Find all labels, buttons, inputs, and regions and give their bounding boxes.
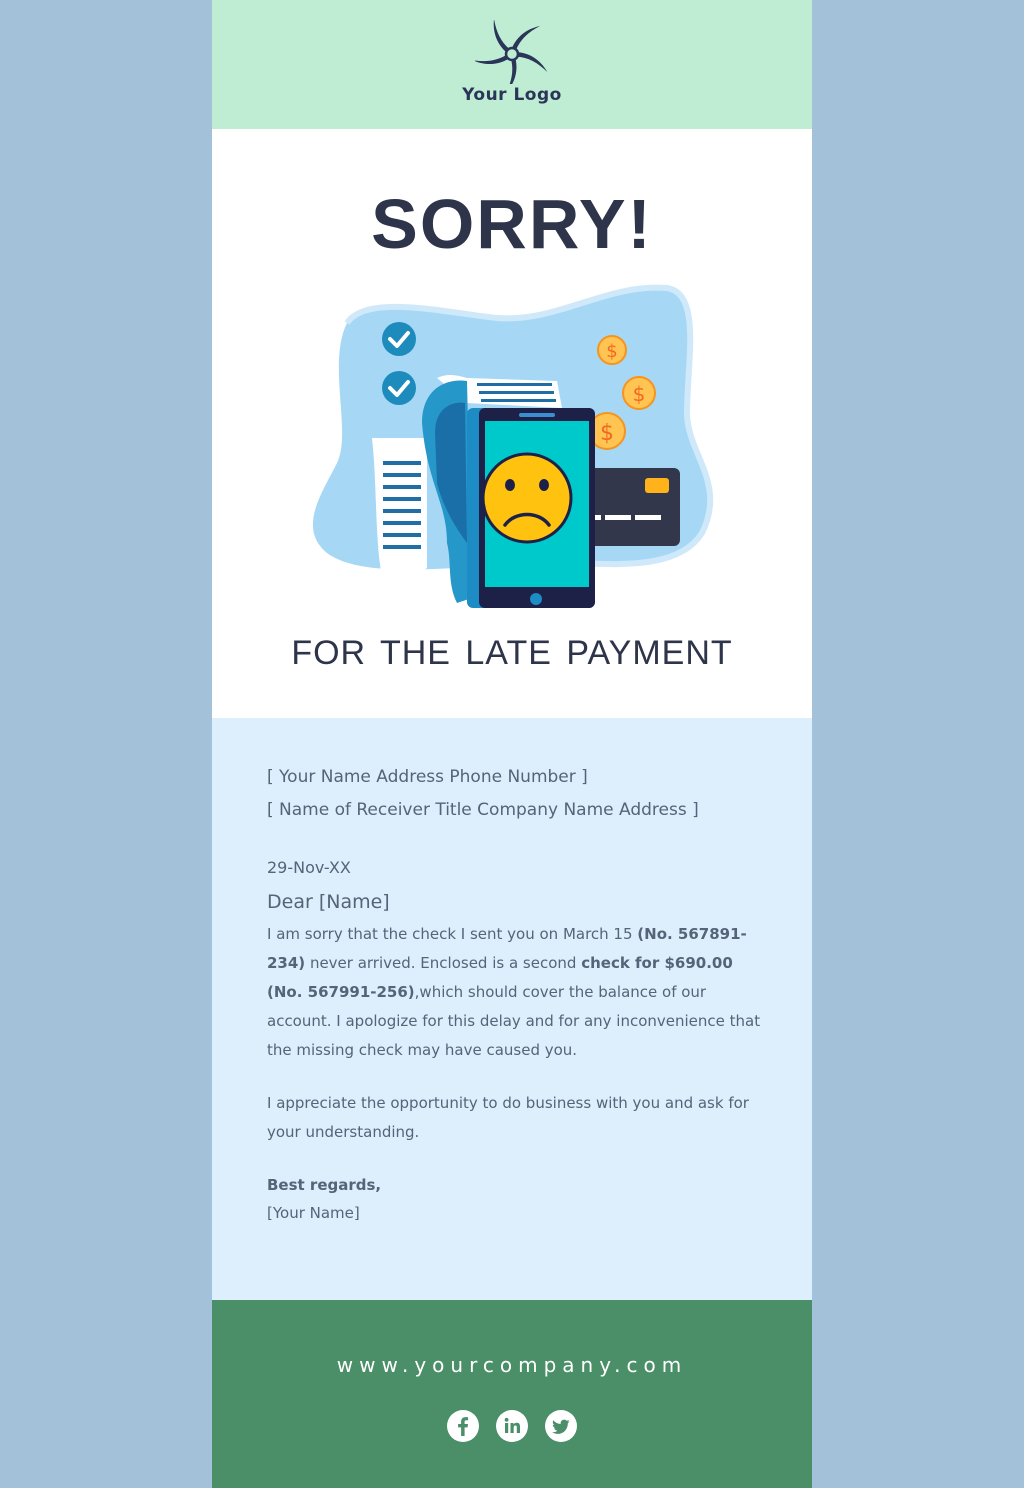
logo-text: Your Logo — [462, 85, 562, 105]
email-template — [212, 0, 812, 1488]
svg-text:$: $ — [606, 341, 618, 362]
header — [212, 0, 812, 129]
letter-paragraph: I appreciate the opportunity to do business with you and ask for your understanding. — [267, 1094, 749, 1141]
paragraph-text: I am sorry that the check I sent you on March 15 — [267, 925, 638, 943]
dollar-coin-icon — [623, 377, 655, 409]
facebook-icon[interactable] — [447, 1410, 479, 1442]
linkedin-icon[interactable] — [496, 1410, 528, 1442]
checkmark-icon — [382, 371, 416, 405]
paragraph-text: ,which should cover the balance of our account. I apologize for this delay and for any inconvenience that the missing check may have caused you. — [267, 983, 761, 1059]
paragraph-text: never arrived. Enclosed is a second — [305, 954, 582, 972]
letter-signature: [Your Name] — [267, 1204, 360, 1222]
svg-text:$: $ — [600, 421, 614, 446]
svg-text:$: $ — [632, 382, 646, 406]
social-links — [212, 1410, 812, 1442]
hero-title: SORRY! — [371, 185, 653, 263]
twitter-icon[interactable] — [545, 1410, 577, 1442]
letter-body — [212, 718, 812, 1300]
checkmark-icon — [382, 322, 416, 356]
hero-subtitle: FOR THE LATE PAYMENT — [291, 634, 733, 672]
website-link[interactable]: www.yourcompany.com — [336, 1353, 688, 1377]
letter-closing: Best regards, — [267, 1176, 382, 1194]
receiver-details: [ Name of Receiver Title Company Name Address ] — [267, 800, 699, 820]
first-check-number: (No. 567891-234) — [267, 925, 747, 972]
late-payment-illustration — [307, 283, 717, 613]
second-check-details: check for $690.00 (No. 567991-256) — [267, 954, 733, 1001]
dollar-coin-icon — [598, 336, 626, 364]
logo[interactable] — [212, 20, 812, 105]
hero-section — [212, 129, 812, 718]
swirl-logo-icon — [475, 20, 549, 84]
sad-face-icon — [483, 454, 571, 542]
footer — [212, 1300, 812, 1488]
letter-date: 29-Nov-XX — [267, 858, 351, 877]
sender-details: [ Your Name Address Phone Number ] — [267, 767, 588, 787]
letter-greeting: Dear [Name] — [267, 891, 390, 913]
letter-paragraph — [267, 920, 767, 1065]
